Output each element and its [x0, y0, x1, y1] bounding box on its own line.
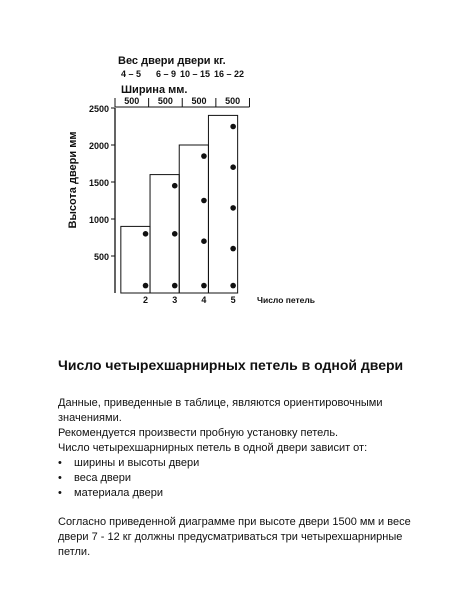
width-value-label: 500	[191, 96, 207, 106]
y-tick-label: 500	[93, 252, 109, 262]
paragraph-indicative: Данные, приведенные в таблице, являются ориентировочными значениями.	[58, 397, 383, 424]
hinge-dot	[172, 183, 178, 189]
weight-range-label: 10 – 15	[179, 69, 211, 79]
bullet-icon: •	[58, 487, 62, 499]
factor-list	[58, 456, 418, 501]
x-tick-label: 2	[143, 295, 149, 305]
hinge-description	[58, 357, 418, 560]
list-item	[58, 486, 418, 501]
bullet-icon: •	[58, 472, 62, 484]
hinge-dot	[201, 238, 207, 244]
bullet-icon: •	[58, 457, 62, 469]
paragraph-example: Согласно приведенной диаграмме при высоте двери 1500 мм и весе двери 7 - 12 кг должны предусматриваться три четырехшарнирные петли.	[58, 516, 411, 558]
door-height-bar	[179, 145, 208, 293]
paragraph-trial-installation: Рекомендуется произвести пробную установку петель.	[58, 427, 339, 439]
x-ticks	[143, 295, 236, 305]
hinge-dots	[143, 124, 236, 289]
x-axis-label: Число петель	[257, 295, 316, 305]
y-tick-label: 1500	[88, 178, 109, 188]
hinge-dot	[230, 124, 236, 130]
y-tick-label: 2500	[88, 104, 109, 114]
hinge-dot	[143, 231, 149, 237]
width-row	[115, 96, 249, 107]
y-axis	[89, 104, 115, 293]
list-item-text: веса двери	[74, 472, 132, 484]
hinge-dot	[143, 283, 149, 289]
weight-range-label: 6 – 9	[155, 69, 177, 79]
hinge-dot	[201, 283, 207, 289]
x-tick-label: 5	[230, 295, 236, 305]
width-title: Ширина мм.	[121, 84, 188, 96]
list-item	[58, 456, 418, 471]
hinge-dot	[172, 231, 178, 237]
y-axis-label: Высота двери мм	[67, 131, 79, 229]
list-item-text: ширины и высоты двери	[74, 457, 200, 469]
section-heading: Число четырехшарнирных петель в одной двери	[58, 357, 404, 373]
weight-ranges	[121, 69, 244, 79]
width-value-label: 500	[157, 96, 173, 106]
hinge-dot	[201, 198, 207, 204]
weight-range-label: 4 – 5	[120, 69, 142, 79]
x-tick-label: 4	[201, 295, 207, 305]
y-tick-label: 2000	[88, 141, 109, 151]
hinge-dot	[230, 205, 236, 211]
hinge-dot	[230, 164, 236, 170]
weight-range-label: 16 – 22	[213, 69, 245, 79]
weight-title: Вес двери двери кг.	[118, 55, 226, 67]
hinge-dot	[172, 283, 178, 289]
width-value-label: 500	[124, 96, 140, 106]
width-value-label: 500	[225, 96, 241, 106]
list-item-text: материала двери	[74, 487, 163, 499]
hinge-dot	[201, 153, 207, 159]
door-height-bar	[208, 115, 237, 293]
y-tick-label: 1000	[88, 215, 109, 225]
hinge-dot	[230, 246, 236, 252]
x-tick-label: 3	[172, 295, 178, 305]
list-item	[58, 471, 418, 486]
hinge-dot	[230, 283, 236, 289]
paragraph-depends-on: Число четырехшарнирных петель в одной двери зависит от:	[58, 442, 368, 454]
height-bars	[121, 115, 238, 293]
